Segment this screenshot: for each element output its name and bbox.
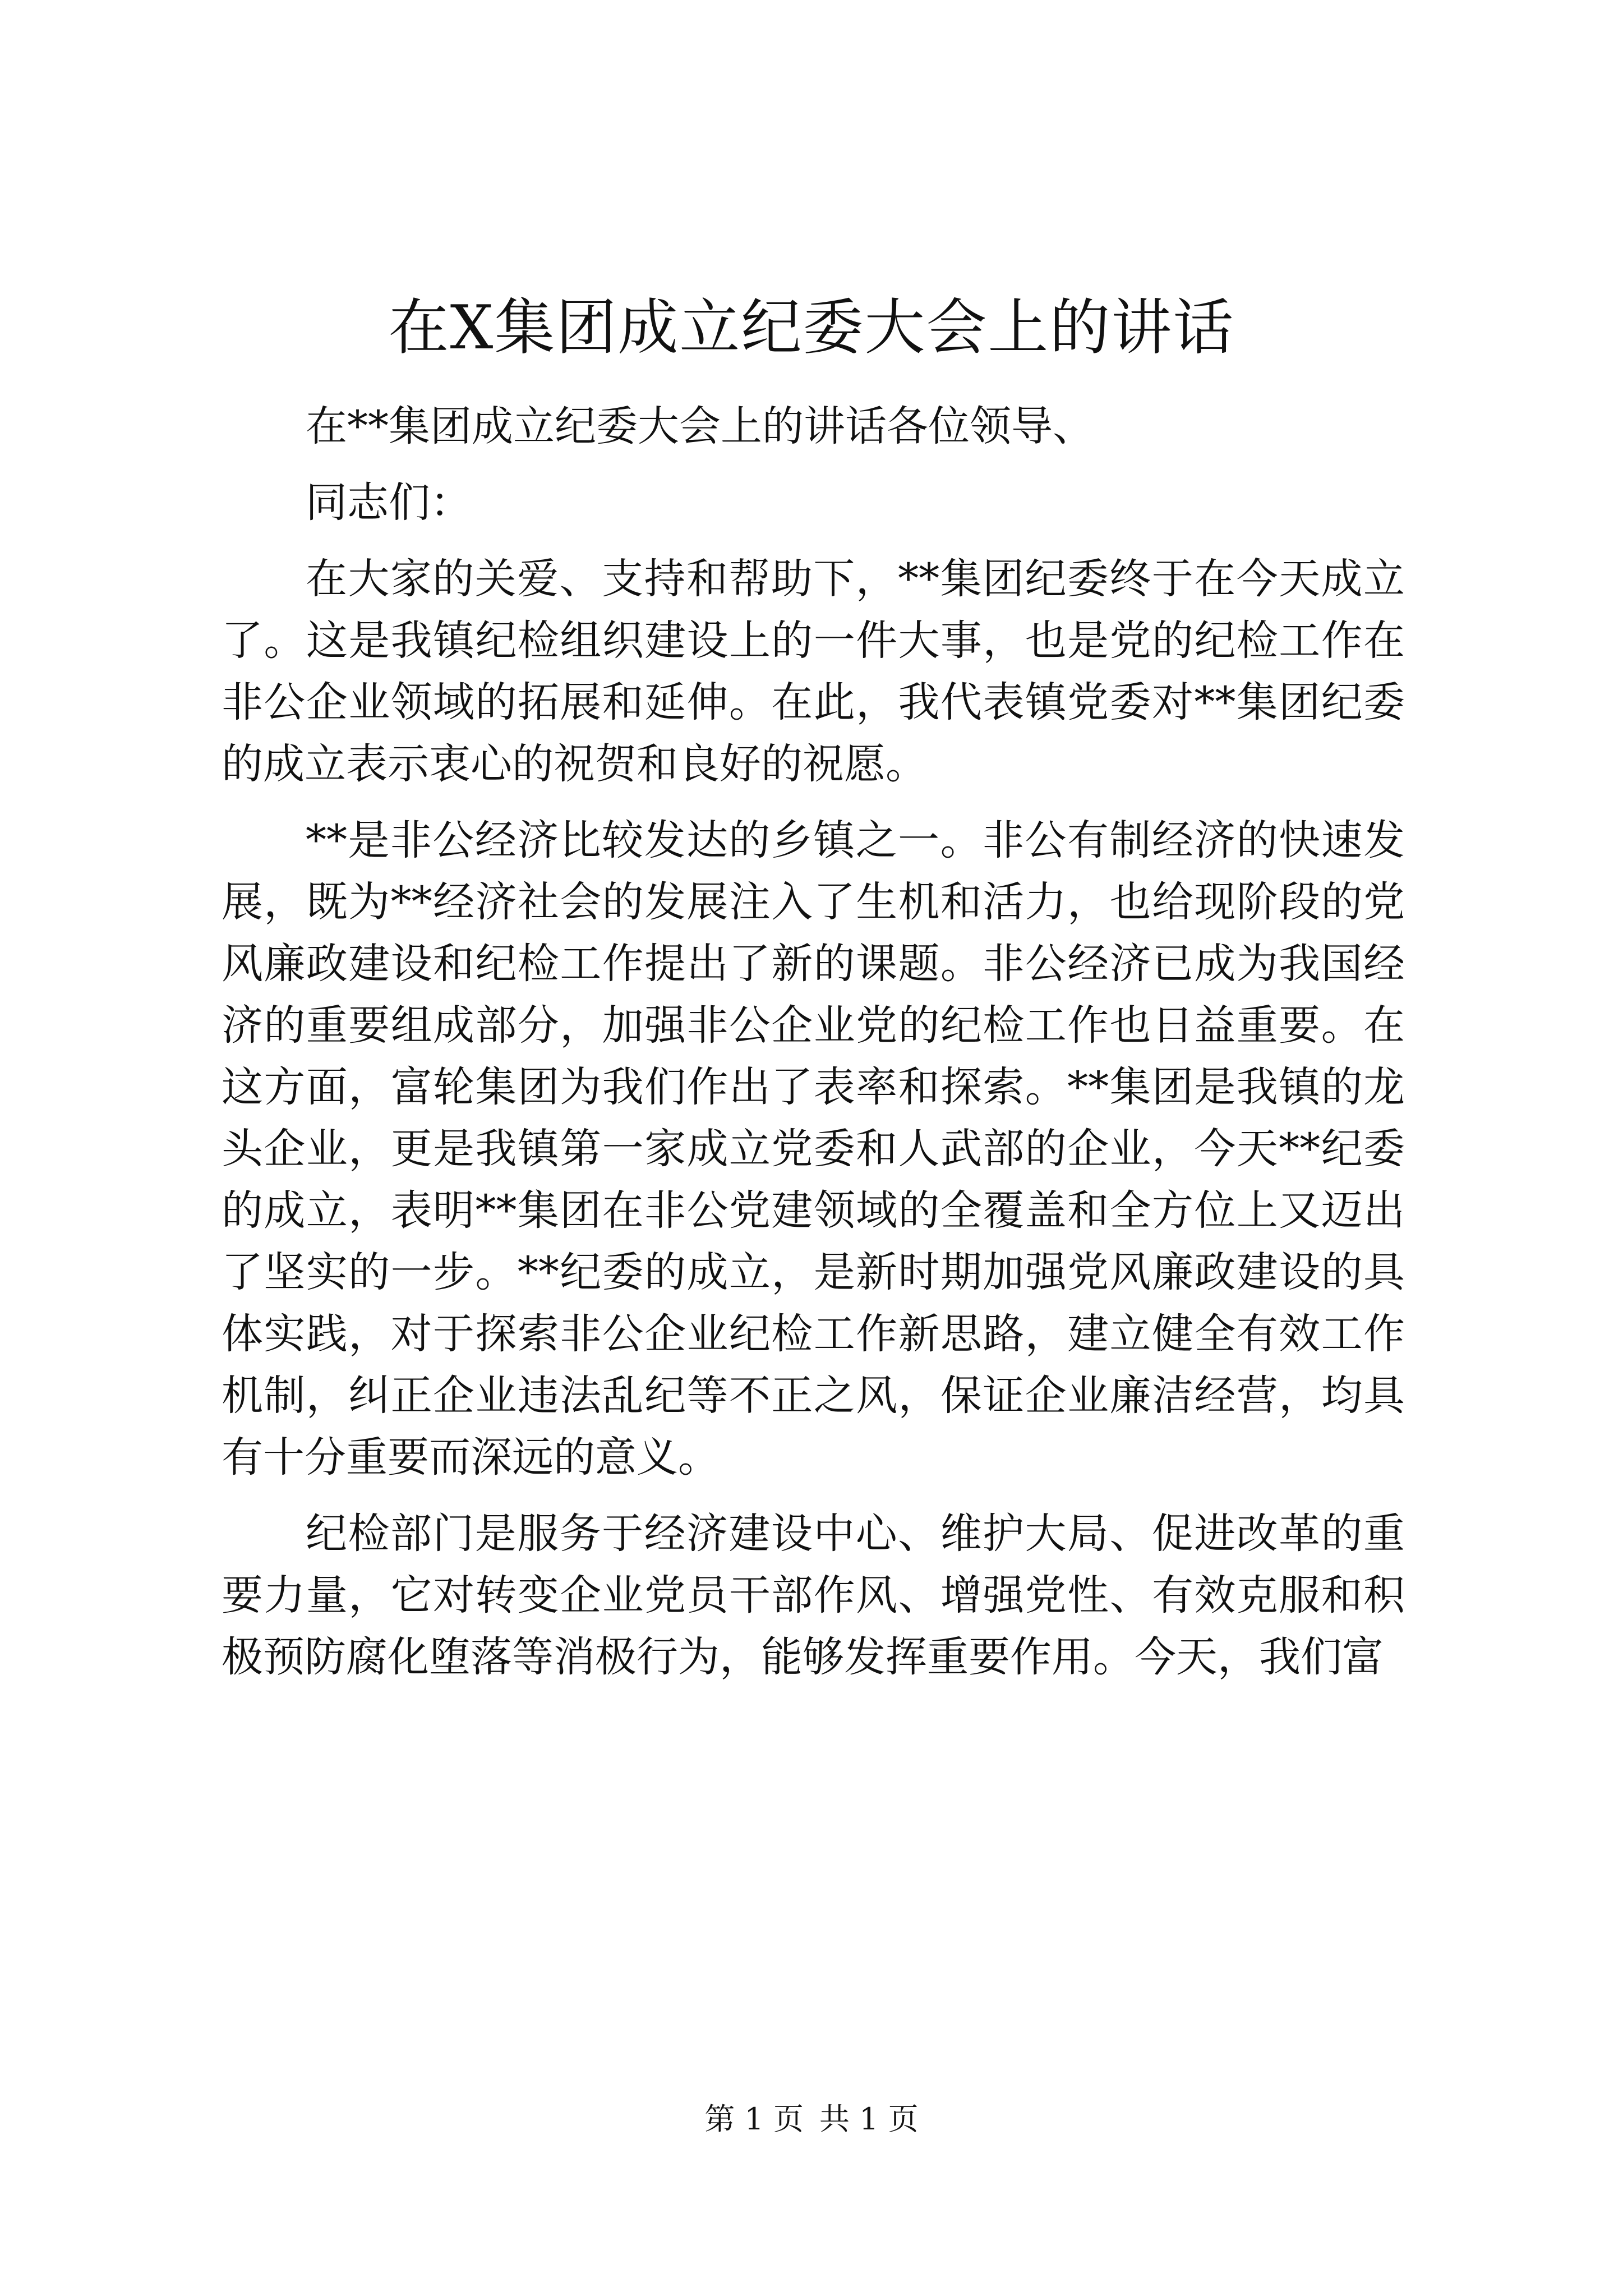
paragraph [222,809,1405,1488]
paragraph-line: 展，既为**经济社会的发展注入了生机和活力，也给现阶段的党 [222,878,1405,926]
paragraph-line: 了。这是我镇纪检组织建设上的一件大事，也是党的纪检工作在 [222,616,1405,665]
paragraph-line: **是非公经济比较发达的乡镇之一。非公有制经济的快速发 [306,816,1405,864]
paragraph [222,472,1405,533]
paragraph-line: 了坚实的一步。**纪委的成立，是新时期加强党风廉政建设的具 [222,1248,1405,1296]
paragraph-line: 的成立，表明**集团在非公党建领域的全覆盖和全方位上又迈出 [222,1186,1405,1235]
paragraph-line: 头企业，更是我镇第一家成立党委和人武部的企业，今天**纪委 [222,1125,1405,1173]
paragraph-line: 这方面，富轮集团为我们作出了表率和探索。**集团是我镇的龙 [222,1063,1405,1111]
paragraph-line: 在**集团成立纪委大会上的讲话各位领导、 [306,402,1094,450]
page-total: 共 1 页 [819,2101,919,2137]
paragraph-line: 体实践，对于探索非公企业纪检工作新思路，建立健全有效工作 [222,1310,1405,1358]
paragraph-line: 纪检部门是服务于经济建设中心、维护大局、促进改革的重 [306,1510,1405,1558]
paragraph [222,548,1405,795]
paragraph [222,395,1405,457]
document-body [222,395,1405,1703]
paragraph-line: 有十分重要而深远的意义。 [222,1433,720,1481]
paragraph-line: 要力量，它对转变企业党员干部作风、增强党性、有效克服和积 [222,1571,1405,1619]
paragraph-line: 极预防腐化堕落等消极行为，能够发挥重要作用。今天，我们富 [222,1633,1384,1681]
paragraph-line: 机制，纠正企业违法乱纪等不正之风，保证企业廉洁经营，均具 [222,1372,1405,1420]
paragraph-line: 济的重要组成部分，加强非公企业党的纪检工作也日益重要。在 [222,1001,1405,1050]
paragraph-line: 同志们： [306,478,472,527]
document-title: 在X集团成立纪委大会上的讲话 [388,293,1235,363]
paragraph-line: 在大家的关爱、支持和帮助下，**集团纪委终于在今天成立 [306,555,1405,603]
paragraph-line: 非公企业领域的拓展和延伸。在此，我代表镇党委对**集团纪委 [222,678,1405,726]
paragraph [222,1503,1405,1688]
paragraph-line: 风廉政建设和纪检工作提出了新的课题。非公经济已成为我国经 [222,940,1405,988]
paragraph-line: 的成立表示衷心的祝贺和良好的祝愿。 [222,740,927,788]
page-number: 第 1 页 [704,2101,804,2137]
page-footer [0,2097,1623,2142]
